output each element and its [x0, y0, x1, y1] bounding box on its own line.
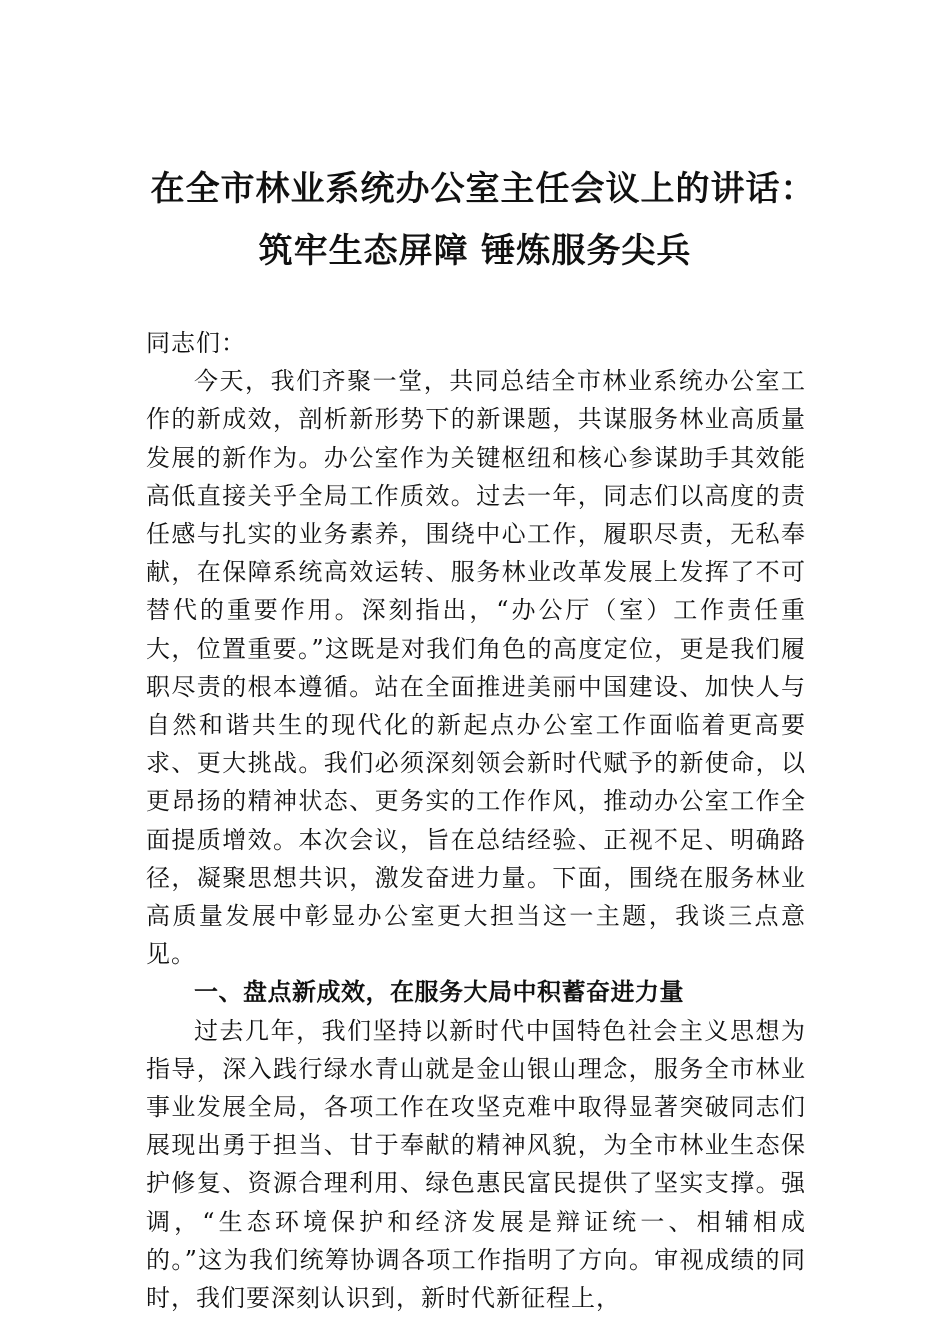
paragraph-intro: 今天，我们齐聚一堂，共同总结全市林业系统办公室工作的新成效，剖析新形势下的新课题，共谋服务林业高质量发展的新作为。办公室作为关键枢纽和核心参谋助手其效能高低直接关乎全局工作质效。过去一年，同志们以高度的责任感与扎实的业务素养，围绕中心工作，履职尽责，无私奉献，在保障系统高效运转、服务林业改革发展上发挥了不可替代的重要作用。深刻指出，“办公厅（室）工作责任重大，位置重要。”这既是对我们角色的高度定位，更是我们履职尽责的根本遵循。站在全面推进美丽中国建设、加快人与自然和谐共生的现代化的新起点办公室工作面临着更高要求、更大挑战。我们必须深刻领会新时代赋予的新使命，以更昂扬的精神状态、更务实的工作作风，推动办公室工作全面提质增效。本次会议，旨在总结经验、正视不足、明确路径，凝聚思想共识，激发奋进力量。下面，围绕在服务林业高质量发展中彰显办公室更大担当这一主题，我谈三点意见。	[146, 367, 806, 969]
paragraph-section-1: 过去几年，我们坚持以新时代中国特色社会主义思想为指导，深入践行绿水青山就是金山银山理念，服务全市林业事业发展全局，各项工作在攻坚克难中取得显著突破同志们展现出勇于担当、甘于奉献的精神风貌，为全市林业生态保护修复、资源合理利用、绿色惠民富民提供了坚实支撑。强调，“生态环境保护和经济发展是辩证统一、相辅相成的。”这为我们统筹协调各项工作指明了方向。审视成绩的同时，我们要深刻认识到，新时代新征程上，	[146, 1016, 806, 1313]
document-body	[146, 324, 806, 1317]
title-line-2: 筑牢生态屏障 锤炼服务尖兵	[258, 231, 692, 271]
greeting: 同志们：	[146, 329, 246, 357]
title-line-1: 在全市林业系统办公室主任会议上的讲话：	[150, 169, 816, 209]
section-heading-1: 一、盘点新成效，在服务大局中积蓄奋进力量	[194, 978, 684, 1007]
document-title	[0, 158, 950, 282]
